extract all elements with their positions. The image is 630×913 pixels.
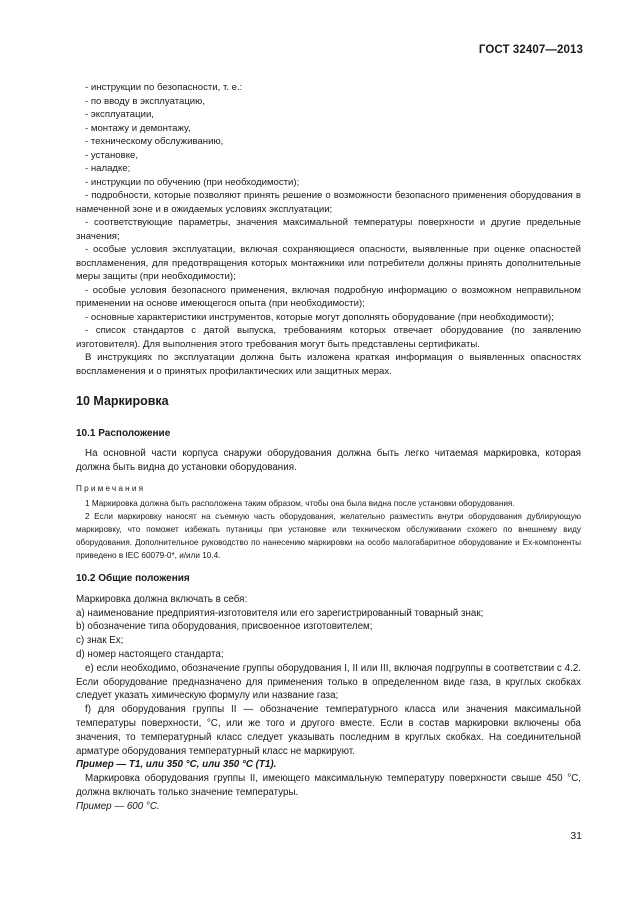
list-item: - основные характеристики инструментов, которые могут дополнять оборудование (при необходимости); (85, 311, 554, 323)
example: Пример — 600 °С. (76, 800, 160, 812)
list-item: - по вводу в эксплуатацию, (85, 95, 206, 107)
list-item: - подробности, которые позволяют принять решение о возможности безопасного применения оборудования в намеченной зоне и в ожидаемых условиях эксплуатации; (76, 190, 581, 215)
list-item: - инструкции по обучению (при необходимости); (85, 176, 300, 188)
list-item: - наладке; (85, 163, 131, 174)
page-content (76, 81, 581, 814)
list-item: d) номер настоящего стандарта; (76, 649, 224, 661)
page-number: 31 (570, 830, 582, 842)
notes-title: Примечания (76, 483, 146, 493)
paragraph: Маркировка должна включать в себя: (76, 593, 248, 605)
list-item: - эксплуатации, (85, 109, 154, 120)
list-item: - техническому обслуживанию, (85, 136, 224, 147)
note-1: 1 Маркировка должна быть расположена таким образом, чтобы она была видна после установки оборудования. (85, 499, 515, 509)
list-item: c) знак Ex; (76, 635, 124, 647)
list-item: а) наименование предприятия-изготовителя или его зарегистрированный товарный знак; (76, 607, 484, 619)
section-heading: 10 Маркировка (76, 394, 169, 408)
paragraph: На основной части корпуса снаружи оборудования должна быть легко читаемая маркировка, которая должна быть видна до установки оборудования. (76, 448, 581, 473)
list-item: - монтажу и демонтажу, (85, 122, 191, 134)
example: Пример — Т1, или 350 °С, или 350 °С (Т1). (76, 759, 277, 771)
list-item: - соответствующие параметры, значения максимальной температуры поверхности и другие предельные значения; (76, 217, 581, 242)
list-item: - инструкции по безопасности, т. е.: (85, 82, 243, 93)
general-provisions (76, 593, 581, 814)
list-item: - особые условия эксплуатации, включая сохраняющиеся опасности, выявленные при оценке опасностей воспламенения, для предотвращения которых монтажники или потребители должны принять дополнительные меры защиты (при необходимости); (76, 244, 581, 282)
list-item: - установке, (85, 149, 139, 161)
list-item: - список стандартов с датой выпуска, требованиям которых отвечает оборудование (по заявлению изготовителя). Для выполнения этого требования могут быть представлены сертификаты. (76, 325, 581, 350)
list-item: b) обозначение типа оборудования, присвоенное изготовителем; (76, 621, 373, 633)
instructions-list (76, 81, 581, 378)
list-item: e) если необходимо, обозначение группы оборудования I, II или III, включая подгруппы в соответствии с 4.2. Если оборудование предназначено для применения только в определенном виде газа, в круглых скобках следует указать химическую формулу или название газа; (76, 662, 581, 702)
subsection-heading: 10.1 Расположение (76, 427, 171, 439)
instructions-closing: В инструкциях по эксплуатации должна быть изложена краткая информация о выявленных опасностях воспламенения и о принятых профилактических или защитных мерах. (76, 352, 581, 377)
list-item: - особые условия безопасного применения, включая подробную информацию о возможном неправильном применении на основе имеющегося опыта (при необходимости); (76, 284, 581, 309)
list-item: f) для оборудования группы II — обозначение температурного класса или значения максимальной температуры поверхности, °С, или же того и другого вместе. Если в состав маркировки включены оба значения, то температурный класс следует указывать последним в круглых скобках. На соединительной арматуре оборудования температурный класс не маркируют. (76, 704, 581, 757)
document-code: ГОСТ 32407—2013 (478, 44, 583, 56)
paragraph: Маркировка оборудования группы II, имеющего максимальную температуру поверхности свыше 450 °С, должна включать только значение температуры. (76, 773, 581, 799)
note-2: 2 Если маркировку наносят на съемную часть оборудования, желательно разместить внутри оборудования дублирующую маркировку, что поможет избежать путаницы при установке или техническом обслуживании схожего по внешнему виду оборудования. Дополнительное руководство по нанесению маркировки на особо малогабаритное оборудование и Ex-компоненты приведено в IEC 60079-0*, и/или 10.4. (76, 512, 581, 560)
subsection-heading: 10.2 Общие положения (76, 573, 190, 585)
notes-block (76, 483, 581, 563)
